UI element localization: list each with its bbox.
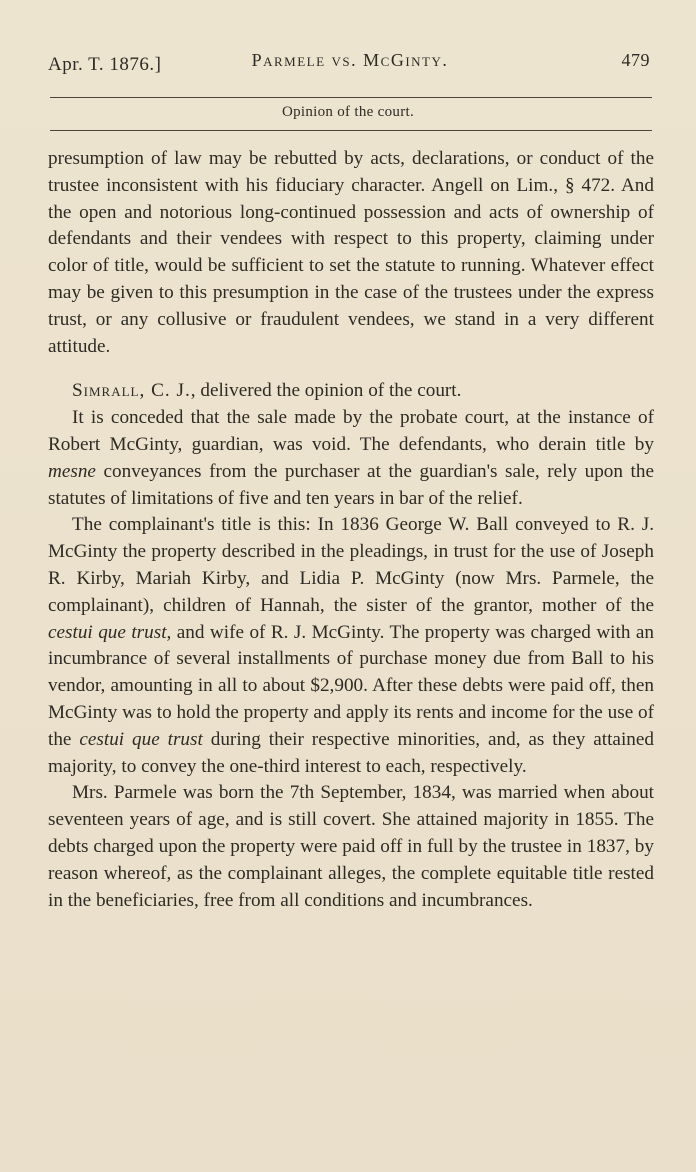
paragraph-continued: presumption of law may be rebutted by acts, declarations, or conduct of the trustee inconsistent with his fiduciary character. Angell on Lim., § 472. And the open and notorious long-continued possession and acts of ownership of defendants and their vendees with respect to this property, claiming under color of title, would be sufficient to set the statute to running. Whatever effect may be given to this presumption in the case of the trustees under the express trust, or any collusive or fraudulent vendees, we stand in a very different attitude. [48,148,654,357]
text-run: The complainant's title is this: In 1836 George W. Ball conveyed to R. J. McGinty the property described in the pleadings, in trust for the use of Joseph R. Kirby, Mariah Kirby, and Lidia P. McGinty (now Mrs. Parmele, the complainant), children of Hannah, the sister of the grantor, mother of the [48,514,654,616]
page-body [48,146,654,914]
header-rule-bottom [50,130,652,131]
case-title: Parmele vs. McGinty. [251,50,449,70]
section-subheading: Opinion of the court. [281,104,415,120]
text-run: conveyances from the purchaser at the guardian's sale, rely upon the statutes of limitations of five and ten years in bar of the relief. [48,460,654,509]
italic-term: cestui que trust [48,621,167,643]
term-label: Apr. T. 1876.] [48,54,162,75]
judge-name: Simrall, C. J. [72,380,191,402]
paragraph-mrs-parmele: Mrs. Parmele was born the 7th September, 1834, was married when about seventeen years of age, and is still covert. She attained majority in 1855. The debts charged upon the property were paid off in full by the trustee in 1837, by reason whereof, as the complainant alleges, the complete equitable title rested in the beneficiaries, free from all conditions and incumbrances. [48,782,654,911]
text-run: , and wife of R. J. McGinty. The property was charged with an incumbrance of several installments of purchase money due from Ball to his vendor, amounting in all to about $2,900. After these debts were paid off, then McGinty was to hold the property and apply its rents and income for the use of the [48,621,654,750]
italic-term: cestui que trust [79,728,203,750]
header-rule-top [50,97,652,98]
paragraph-sale-void [48,405,654,512]
running-header [48,46,652,76]
page-number: 479 [621,50,650,70]
text-run: It is conceded that the sale made by the probate court, at the instance of Robert McGinty, guardian, was void. The defendants, who derain title by [48,407,654,455]
paragraph-gap [48,360,654,378]
opinion-intro-text: , delivered the opinion of the court. [190,380,462,402]
paragraph-complainant-title [48,512,654,780]
text-run: during their respective minorities, and, as they attained majority, to convey the one-third interest to each, respectively. [48,728,654,777]
paragraph-opinion-intro [48,378,654,405]
italic-term: mesne [48,460,96,482]
